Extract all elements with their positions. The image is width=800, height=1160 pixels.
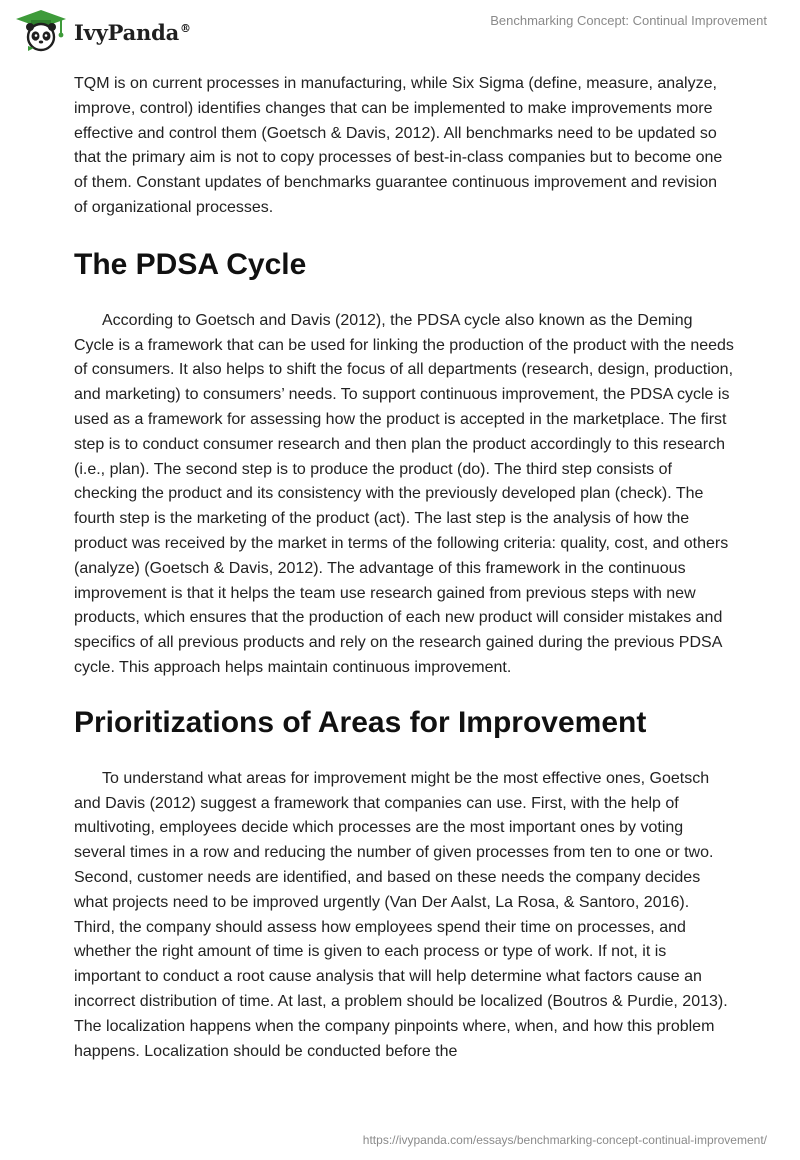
panda-graduate-icon <box>14 8 68 52</box>
brand-logo[interactable] <box>14 8 191 52</box>
intro-paragraph: TQM is on current processes in manufacturing, while Six Sigma (define, measure, analyze, improve, control) identifies changes that can be implemented to make improvements more effective and control them (Goetsch & Davis, 2012). All benchmarks need to be updated so that the primary aim is not to copy processes of best-in-class companies but to become one of them. Constant updates of benchmarks guarantee continuous improvement and revision of organizational processes. <box>74 75 723 216</box>
source-url[interactable]: https://ivypanda.com/essays/benchmarking-concept-continual-improvement/ <box>362 1133 767 1147</box>
document-title: Benchmarking Concept: Continual Improvement <box>490 13 767 28</box>
priorities-paragraph: To understand what areas for improvement might be the most effective ones, Goetsch and Davis (2012) suggest a framework that companies can use. First, with the help of multivoting, employees decide which processes are the most important ones by voting several times in a row and reducing the number of given processes from ten to one or two. Second, customer needs are identified, and based on these needs the company decides what projects need to be improved urgently (Van Der Aalst, La Rosa, & Santoro, 2016). Third, the company should assess how employees spend their time on processes, and whether the right amount of time is given to each process or type of work. If not, it is important to conduct a root cause analysis that will help determine what factors cause an incorrect distribution of time. At last, a problem should be localized (Boutros & Purdie, 2013). The localization happens when the company pinpoints where, when, and how this problem happens. Localization should be conducted before the <box>74 769 728 1060</box>
brand-name: IvyPanda® <box>74 19 191 45</box>
pdsa-heading: The PDSA Cycle <box>74 247 307 281</box>
priorities-heading: Prioritizations of Areas for Improvement <box>74 705 647 739</box>
pdsa-paragraph: According to Goetsch and Davis (2012), the PDSA cycle also known as the Deming Cycle is a framework that can be used for linking the production of the product with the needs of consumers. It also helps to shift the focus of all departments (research, design, production, and marketing) to consumers’ needs. To support continuous improvement, the PDSA cycle is used as a framework for assessing how the product is accepted in the marketplace. The first step is to conduct consumer research and then plan the product accordingly to this research (i.e., plan). The second step is to produce the product (do). The third step consists of checking the product and its consistency with the previously developed plan (check). The fourth step is the marketing of the product (act). The last step is the analysis of how the product was received by the market in terms of the following criteria: quality, cost, and others (analyze) (Goetsch & Davis, 2012). The advantage of this framework in the continuous improvement is that it helps the team use research gained from previous steps with new products, which ensures that the production of each new product will consider mistakes and specifics of all previous products and rely on the research gained during the previous PDSA cycle. This approach helps maintain continuous improvement. <box>74 311 734 676</box>
page-header <box>0 0 800 62</box>
article-body <box>74 72 734 1064</box>
